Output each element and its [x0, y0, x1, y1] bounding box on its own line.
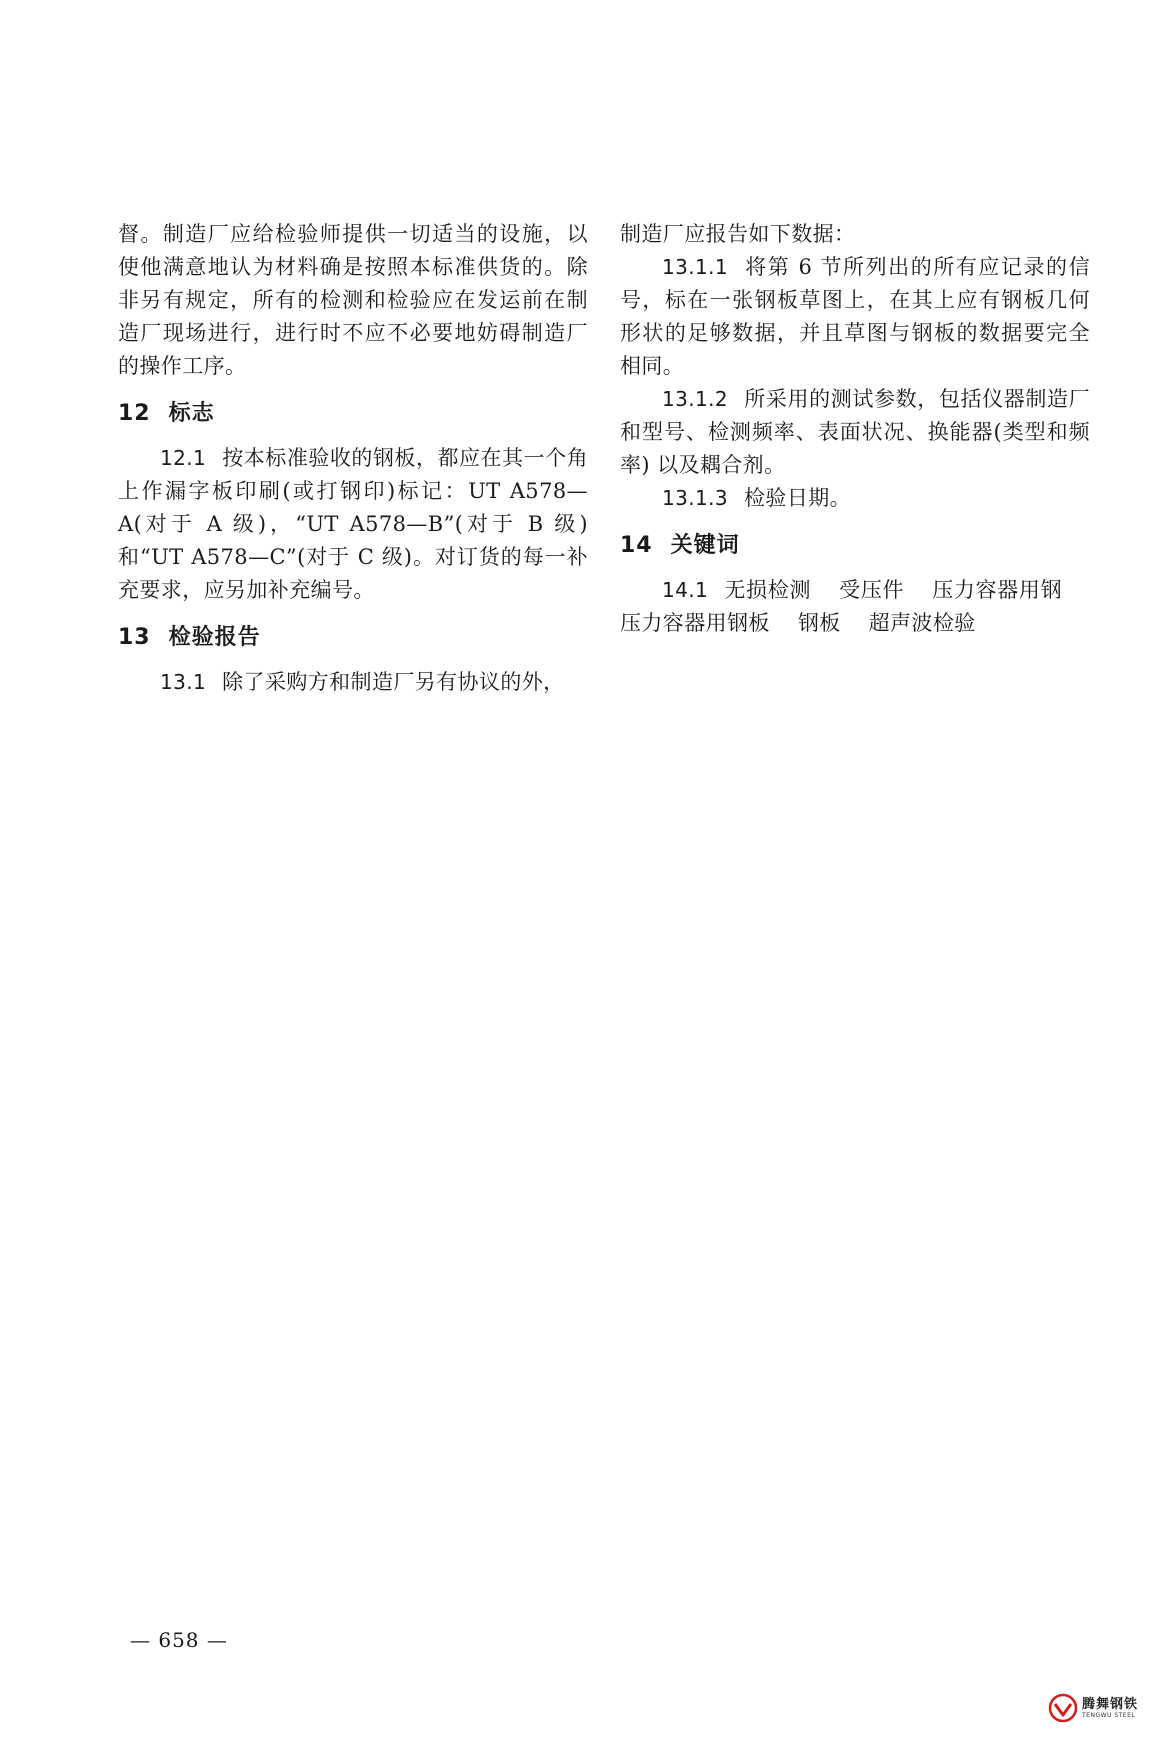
section-title: 标志: [168, 401, 215, 426]
brand-logo-icon: [1048, 1693, 1078, 1723]
clause-number: 12.1: [160, 446, 207, 470]
keyword: 超声波检验: [868, 611, 976, 635]
keyword: 钢板: [797, 611, 841, 635]
section-12-heading: [118, 397, 588, 430]
clause-text: 检验日期。: [744, 486, 852, 510]
clause-text: 所采用的测试参数，包括仪器制造厂和型号、检测频率、表面状况、换能器(类型和频率) 以及耦合剂。: [620, 387, 1090, 477]
clause-14-1: [620, 574, 1090, 640]
section-title: 关键词: [670, 533, 740, 558]
clause-13-1-1: [620, 251, 1090, 383]
clause-13-1-2: [620, 383, 1090, 482]
keyword: 无损检测: [724, 578, 812, 602]
section-13-heading: [118, 621, 588, 654]
keyword: 压力容器用钢板: [620, 611, 770, 635]
right-column: [620, 218, 1090, 640]
left-column: [118, 218, 588, 699]
clause-number: 13.1.1: [662, 255, 729, 279]
section-14-heading: [620, 529, 1090, 562]
section-number: 13: [118, 625, 151, 650]
clause-13-1-3: [620, 482, 1090, 515]
clause-number: 13.1.3: [662, 486, 729, 510]
section-title: 检验报告: [168, 625, 261, 650]
clause-12-1: [118, 442, 588, 607]
section-number: 14: [620, 533, 653, 558]
keyword: 受压件: [839, 578, 905, 602]
page-number: — 658 —: [130, 1628, 228, 1652]
keyword: 压力容器用钢: [932, 578, 1062, 602]
continued-paragraph: 督。制造厂应给检验师提供一切适当的设施，以使他满意地认为材料确是按照本标准供货的。除非另有规定，所有的检测和检验应在发运前在制造厂现场进行，进行时不应不必要地妨碍制造厂的操作工序。: [118, 222, 588, 378]
continued-paragraph: 制造厂应报告如下数据：: [620, 222, 856, 246]
clause-13-1: [118, 666, 588, 699]
clause-number: 13.1.2: [662, 387, 729, 411]
brand-watermark: [1048, 1690, 1160, 1726]
brand-name-en: TENGWU STEEL: [1082, 1711, 1136, 1719]
clause-text: 将第 6 节所列出的所有应记录的信号，标在一张钢板草图上，在其上应有钢板几何形状的足够数据，并且草图与钢板的数据要完全相同。: [620, 255, 1090, 378]
clause-text: 除了采购方和制造厂另有协议的外，: [222, 670, 565, 694]
clause-number: 13.1: [160, 670, 207, 694]
clause-number: 14.1: [662, 578, 709, 602]
section-number: 12: [118, 401, 151, 426]
clause-text: 按本标准验收的钢板，都应在其一个角上作漏字板印刷(或打钢印)标记：UT A578—A(对于 A 级)，“UT A578—B”(对于 B 级)和“UT A578—C”(对于 C 级)。对订货的每一补充要求，应另加补充编号。: [118, 446, 588, 602]
brand-name-cn: 腾舞钢铁: [1082, 1696, 1139, 1712]
